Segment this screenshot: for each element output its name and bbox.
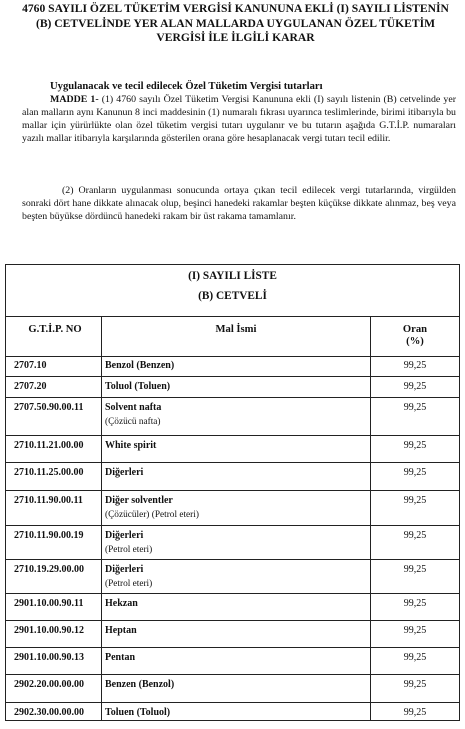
table-row bbox=[6, 675, 459, 703]
cell-code: 2710.19.29.00.00 bbox=[14, 564, 84, 575]
cell-rate: 99,25 bbox=[403, 679, 427, 690]
title-line: 4760 SAYILI ÖZEL TÜKETİM VERGİSİ KANUNUNA EKLİ (I) SAYILI LİSTENİN bbox=[22, 2, 449, 15]
table-row bbox=[6, 526, 459, 560]
cell-rate: 99,25 bbox=[403, 467, 427, 478]
title-line: (B) CETVELİNDE YER ALAN MALLARDA UYGULANAN ÖZEL TÜKETİM bbox=[35, 16, 436, 30]
cell-rate: 99,25 bbox=[403, 402, 427, 413]
cell-rate: 99,25 bbox=[403, 707, 427, 718]
table-row bbox=[6, 648, 459, 675]
table-row bbox=[6, 703, 459, 729]
cell-code: 2902.30.00.00.00 bbox=[14, 707, 84, 718]
section-heading: Uygulanacak ve tecil edilecek Özel Tüketim Vergisi tutarları bbox=[50, 81, 323, 92]
cell-rate: 99,25 bbox=[403, 381, 427, 392]
header-name: Mal İsmi bbox=[215, 324, 257, 335]
cell-code: 2710.11.90.00.11 bbox=[14, 495, 83, 506]
table-body bbox=[6, 356, 459, 720]
paragraph-1 bbox=[22, 93, 456, 145]
cell-name: Solvent nafta bbox=[105, 402, 162, 413]
cell-name: Toluen (Toluol) bbox=[105, 707, 171, 718]
cell-name: Benzen (Benzol) bbox=[105, 679, 175, 690]
cell-name: Diğerleri bbox=[105, 530, 144, 541]
header-rate-line1: Oran bbox=[402, 324, 428, 335]
cell-name-note: (Çözücü nafta) bbox=[105, 417, 161, 427]
title-line: VERGİSİ İLE İLGİLİ KARAR bbox=[156, 31, 315, 44]
table-row bbox=[6, 398, 459, 436]
table-title bbox=[6, 265, 459, 317]
cell-code: 2901.10.00.90.13 bbox=[14, 652, 84, 663]
table-row bbox=[6, 594, 459, 621]
header-rate-line2: (%) bbox=[406, 336, 424, 347]
table-subtitle-line: (B) CETVELİ bbox=[198, 290, 267, 302]
cell-name: Toluol (Toluen) bbox=[105, 381, 171, 392]
cell-name: Heptan bbox=[105, 625, 137, 636]
header-rate bbox=[371, 324, 459, 348]
cell-rate: 99,25 bbox=[403, 598, 427, 609]
table-row bbox=[6, 560, 459, 594]
cell-rate: 99,25 bbox=[403, 360, 427, 371]
cell-name-note: (Petrol eteri) bbox=[105, 545, 153, 555]
header-code: G.T.İ.P. NO bbox=[28, 324, 82, 335]
cell-code: 2710.11.90.00.19 bbox=[14, 530, 84, 541]
cell-name: Benzol (Benzen) bbox=[105, 360, 175, 371]
cell-name: Pentan bbox=[105, 652, 135, 663]
cell-code: 2710.11.21.00.00 bbox=[14, 440, 84, 451]
table-row bbox=[6, 436, 459, 463]
column-header-row bbox=[6, 316, 459, 357]
cell-rate: 99,25 bbox=[403, 652, 427, 663]
rate-table bbox=[5, 264, 460, 721]
cell-name: Diğerleri bbox=[105, 564, 144, 575]
cell-name: Diğerleri bbox=[105, 467, 144, 478]
cell-name: Diğer solventler bbox=[105, 495, 173, 506]
table-row bbox=[6, 621, 459, 648]
table-title-line: (I) SAYILI LİSTE bbox=[188, 270, 277, 282]
cell-name-note: (Çözücüler) (Petrol eteri) bbox=[105, 510, 199, 520]
cell-code: 2901.10.00.90.11 bbox=[14, 598, 84, 609]
cell-code: 2707.20 bbox=[14, 381, 47, 392]
cell-code: 2902.20.00.00.00 bbox=[14, 679, 84, 690]
table-row bbox=[6, 491, 459, 526]
cell-rate: 99,25 bbox=[403, 625, 427, 636]
cell-code: 2710.11.25.00.00 bbox=[14, 467, 84, 478]
cell-rate: 99,25 bbox=[403, 564, 427, 575]
cell-name-note: (Petrol eteri) bbox=[105, 579, 153, 589]
table-row bbox=[6, 377, 459, 398]
cell-name: Hekzan bbox=[105, 598, 138, 609]
cell-rate: 99,25 bbox=[403, 495, 427, 506]
paragraph-2: (2) Oranların uygulanması sonucunda ortaya çıkan tecil edilecek vergi tutarlarında, virgülden sonraki dört hane dikkate alınacak olup, beşinci hanedeki rakamlar beşten küçükse dikkate alınmaz, beş veya beşten büyükse dördüncü hanedeki rakam bir üst rakama tamamlanır. bbox=[22, 185, 456, 222]
cell-code: 2901.10.00.90.12 bbox=[14, 625, 84, 636]
cell-name: White spirit bbox=[105, 440, 157, 451]
cell-rate: 99,25 bbox=[403, 530, 427, 541]
document-title bbox=[14, 2, 457, 46]
cell-code: 2707.10 bbox=[14, 360, 47, 371]
madde-label: MADDE 1- bbox=[50, 94, 99, 105]
table-row bbox=[6, 356, 459, 377]
table-row bbox=[6, 463, 459, 491]
paragraph-1-text: (1) 4760 sayılı Özel Tüketim Vergisi Kanununa ekli (I) sayılı listenin (B) cetvelinde yer alan malların aynı Kanunun 8 inci maddesinin (1) numaralı fıkrası uyarınca teslimlerinde, birimi itibarıyla bu mallar için yürürlükte olan özel tüketim vergisi tutarı uygulanır ve bu tutarın aşağıda G.T.İ.P. numaraları yazılı mallar itibarıyla karşılarında gösterilen orana göre hesaplanacak vergi tutarı tecil edilir. bbox=[22, 94, 457, 144]
cell-rate: 99,25 bbox=[403, 440, 427, 451]
cell-code: 2707.50.90.00.11 bbox=[14, 402, 84, 413]
